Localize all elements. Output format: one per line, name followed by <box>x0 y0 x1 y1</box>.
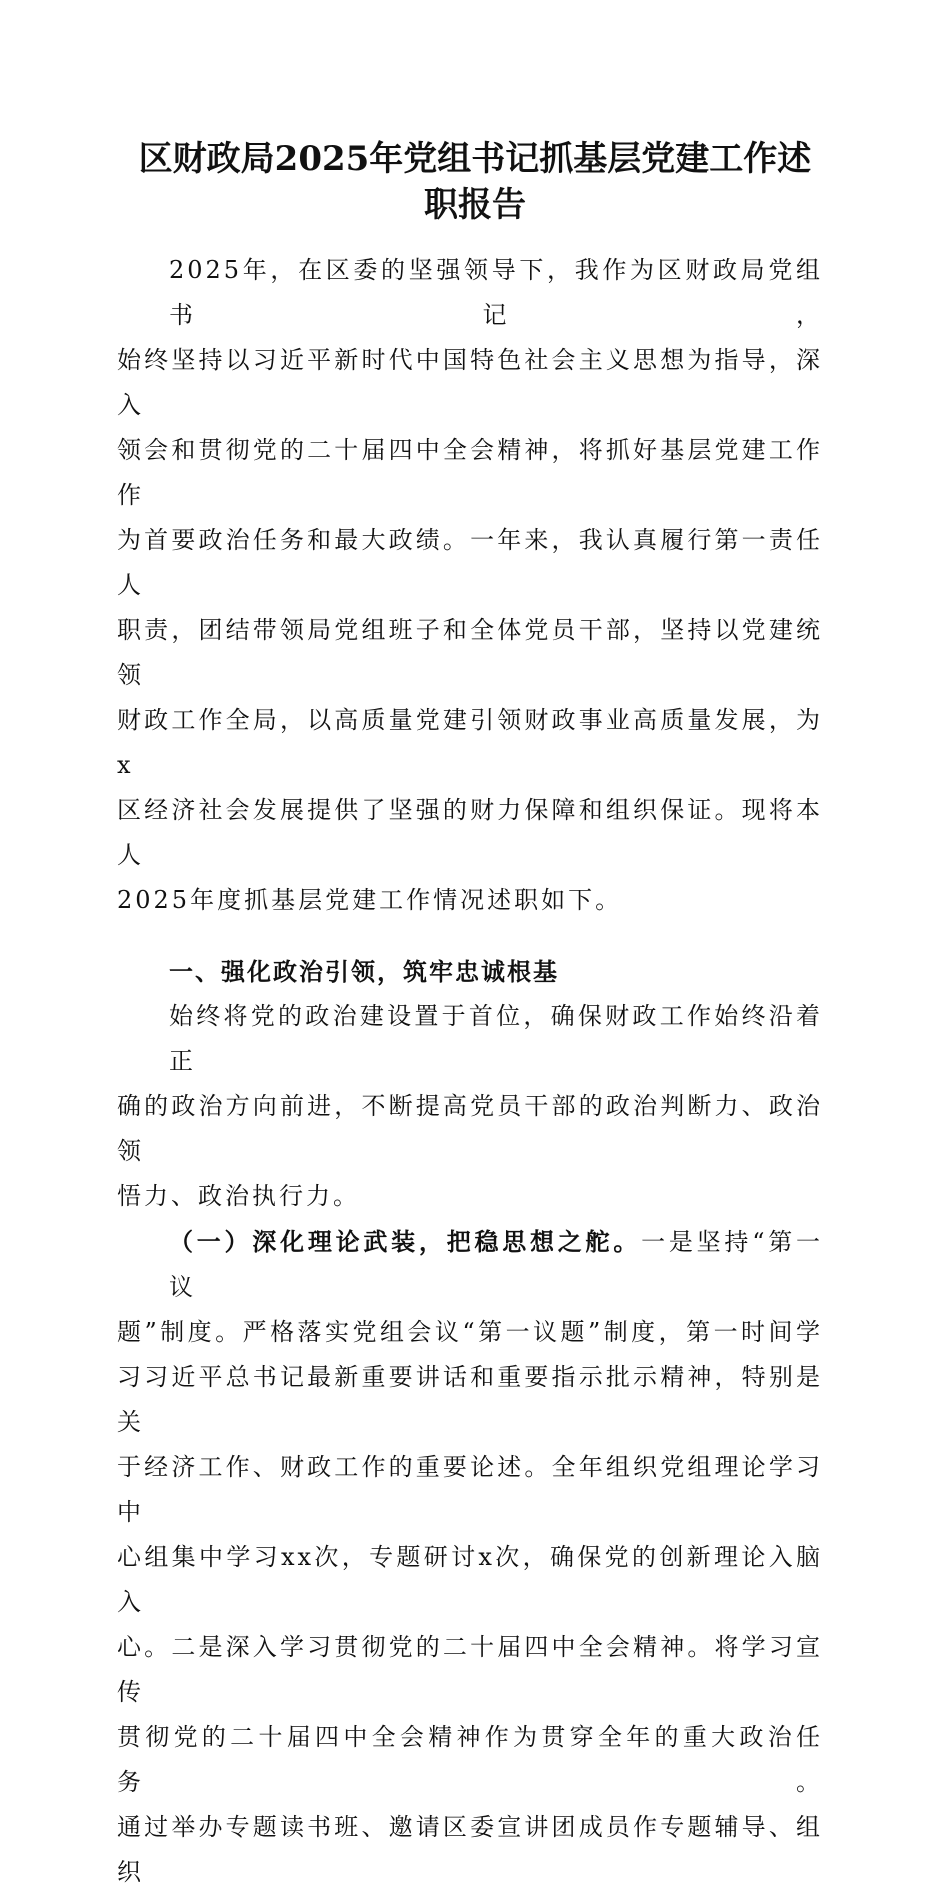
paragraph-political <box>117 994 823 1219</box>
text-line: 贯彻党的二十届四中全会精神作为贯穿全年的重大政治任务。 <box>117 1723 823 1796</box>
text-line: 职责，团结带领局党组班子和全体党员干部，坚持以党建统领 <box>117 616 823 689</box>
text-line: 心组集中学习xx次，专题研讨x次，确保党的创新理论入脑入 <box>117 1543 823 1616</box>
document-title-line-2: 职报告 <box>424 185 526 225</box>
text-line: 题”制度。严格落实党组会议“第一议题”制度，第一时间学 <box>117 1318 823 1346</box>
text-line: 2025年度抓基层党建工作情况述职如下。 <box>117 886 623 914</box>
text-line: 2025年，在区委的坚强领导下，我作为区财政局党组书记， <box>169 256 823 329</box>
text-line: 习习近平总书记最新重要讲话和重要指示批示精神，特别是关 <box>117 1363 823 1436</box>
text-line: 始终将党的政治建设置于首位，确保财政工作始终沿着正 <box>169 1002 823 1075</box>
text-line: 领会和贯彻党的二十届四中全会精神，将抓好基层党建工作作 <box>117 436 823 509</box>
document-body <box>117 248 823 1895</box>
text-line: 通过举办专题读书班、邀请区委宣讲团成员作专题辅导、组织 <box>117 1813 823 1886</box>
text-line: 悟力、政治执行力。 <box>117 1182 360 1210</box>
text-line <box>117 1219 823 1310</box>
text-line-rest: 一是坚持“第一议 <box>169 1228 824 1301</box>
subheading: （一）深化理论武装，把稳思想之舵。 <box>169 1227 642 1256</box>
document-title-line-1: 区财政局2025年党组书记抓基层党建工作述 <box>138 139 812 179</box>
text-line: 区经济社会发展提供了坚强的财力保障和组织保证。现将本人 <box>117 796 823 869</box>
text-line: 为首要政治任务和最大政绩。一年来，我认真履行第一责任人 <box>117 526 823 599</box>
text-line: 财政工作全局，以高质量党建引领财政事业高质量发展，为x <box>117 706 823 779</box>
text-line: 始终坚持以习近平新时代中国特色社会主义思想为指导，深入 <box>117 346 823 419</box>
paragraph-theory <box>117 1219 823 1895</box>
text-line: 心。二是深入学习贯彻党的二十届四中全会精神。将学习宣传 <box>117 1633 823 1706</box>
text-line: 确的政治方向前进，不断提高党员干部的政治判断力、政治领 <box>117 1092 823 1165</box>
paragraph-intro <box>117 248 823 923</box>
text-line: 于经济工作、财政工作的重要论述。全年组织党组理论学习中 <box>117 1453 823 1526</box>
section-heading: 一、强化政治引领，筑牢忠诚根基 <box>169 957 559 986</box>
